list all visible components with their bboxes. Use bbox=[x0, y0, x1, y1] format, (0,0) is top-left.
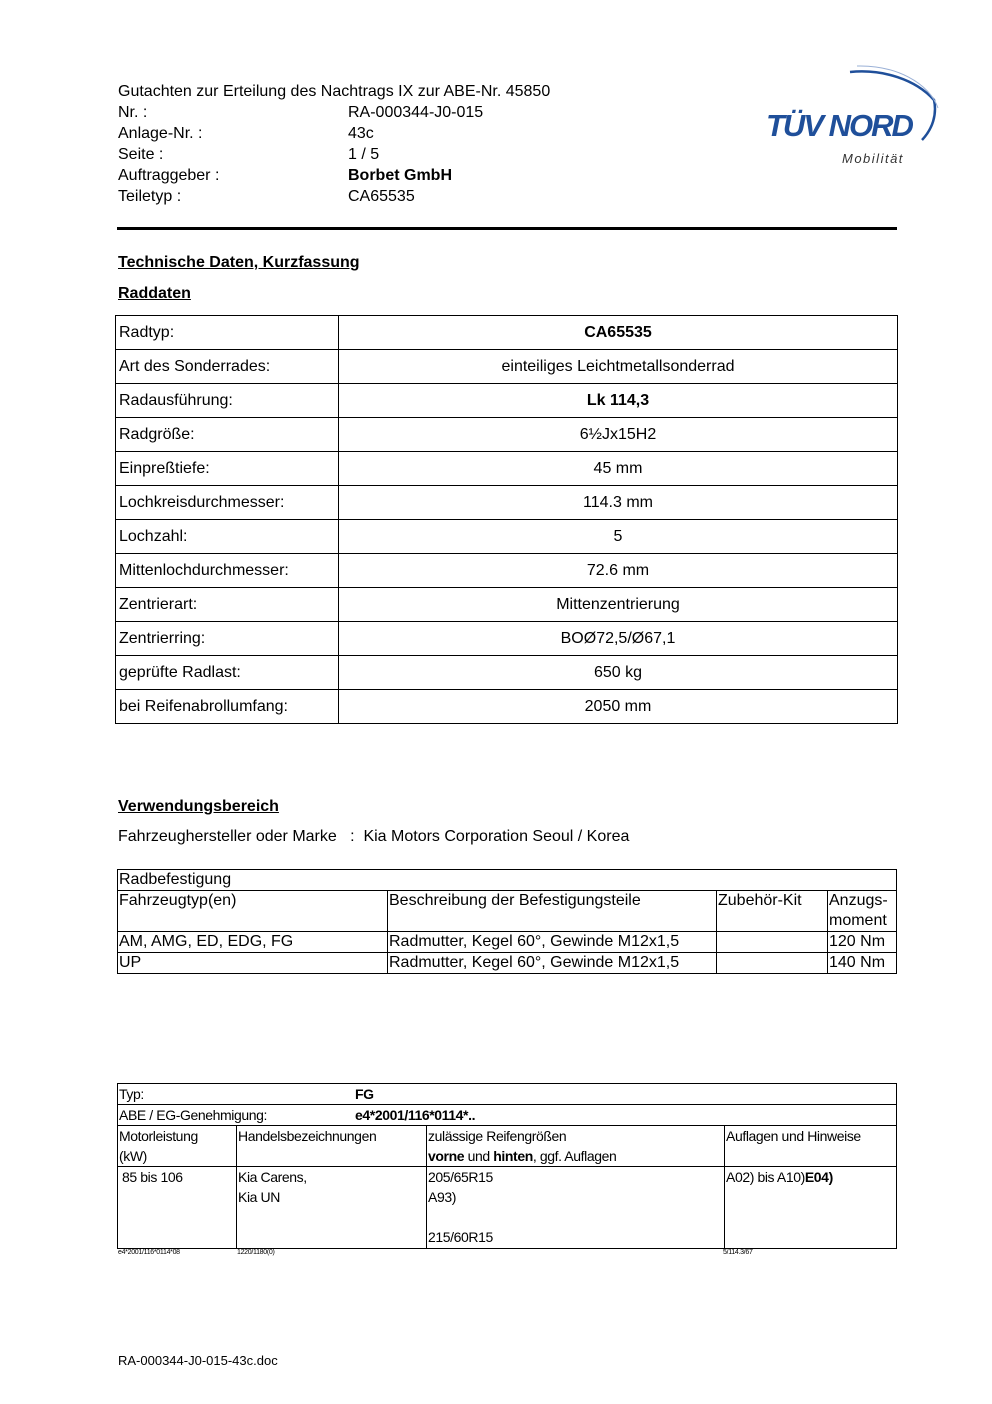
raddaten-key: geprüfte Radlast: bbox=[116, 656, 339, 690]
footnote-achslast: 1220/1180(0) bbox=[237, 1249, 275, 1256]
raddaten-value: 6½Jx15H2 bbox=[339, 418, 898, 452]
cell-beschreibung: Radmutter, Kegel 60°, Gewinde M12x1,5 bbox=[388, 953, 717, 974]
raddaten-value: 114.3 mm bbox=[339, 486, 898, 520]
auftraggeber-value: Borbet GmbH bbox=[348, 167, 452, 184]
nr-label: Nr. : bbox=[118, 104, 148, 121]
raddaten-key: Radausführung: bbox=[116, 384, 339, 418]
table-row bbox=[116, 622, 898, 656]
cell-anzugsmoment: 120 Nm bbox=[828, 932, 897, 953]
cell-motorleistung: 85 bis 106 bbox=[118, 1167, 237, 1249]
abe-row bbox=[118, 1105, 897, 1126]
reifen-header-und: und bbox=[464, 1148, 494, 1164]
raddaten-key: Zentrierring: bbox=[116, 622, 339, 656]
seite-label: Seite : bbox=[118, 146, 164, 163]
table-row bbox=[116, 486, 898, 520]
table-row bbox=[118, 1084, 897, 1105]
tuev-nord-logo bbox=[762, 60, 942, 172]
cell-fahrzeugtyp: AM, AMG, ED, EDG, FG bbox=[118, 932, 388, 953]
section-technische-daten: Technische Daten, Kurzfassung bbox=[118, 254, 360, 271]
typ-value: FG bbox=[355, 1086, 374, 1102]
table-row bbox=[116, 656, 898, 690]
nr-value: RA-000344-J0-015 bbox=[348, 104, 484, 121]
auftraggeber-label: Auftraggeber : bbox=[118, 167, 220, 184]
radbefestigung-title: Radbefestigung bbox=[118, 870, 897, 891]
reifen-header-hinten: hinten bbox=[493, 1148, 533, 1164]
fahrzeughersteller-label: Fahrzeughersteller oder Marke bbox=[118, 828, 337, 845]
raddaten-key: Zentrierart: bbox=[116, 588, 339, 622]
fahrzeughersteller-line bbox=[118, 827, 629, 847]
raddaten-key: Lochzahl: bbox=[116, 520, 339, 554]
raddaten-table bbox=[115, 315, 898, 724]
auflagen-plain: A02) bis A10) bbox=[726, 1169, 805, 1185]
abe-value: e4*2001/116*0114*.. bbox=[355, 1107, 476, 1123]
document-filename: RA-000344-J0-015-43c.doc bbox=[118, 1353, 278, 1368]
report-title: Gutachten zur Erteilung des Nachtrags IX zur ABE-Nr. 45850 bbox=[118, 83, 551, 100]
typ-table bbox=[117, 1083, 897, 1249]
col-header-zubehoer: Zubehör-Kit bbox=[717, 891, 828, 932]
typ-row bbox=[118, 1084, 897, 1105]
table-row bbox=[116, 316, 898, 350]
header-divider bbox=[117, 227, 897, 230]
auflagen-bold: E04) bbox=[804, 1169, 833, 1185]
raddaten-key: Radgröße: bbox=[116, 418, 339, 452]
raddaten-value: 650 kg bbox=[339, 656, 898, 690]
col-header-anzugsmoment: Anzugs- moment bbox=[828, 891, 897, 932]
abe-label: ABE / EG-Genehmigung: bbox=[119, 1107, 268, 1123]
col-header-handelsbezeichnungen: Handelsbezeichnungen bbox=[237, 1126, 427, 1167]
raddaten-value: Mittenzentrierung bbox=[339, 588, 898, 622]
logo-brand: TÜV NORD bbox=[766, 108, 912, 143]
table-row bbox=[116, 588, 898, 622]
col-header-auflagen: Auflagen und Hinweise bbox=[725, 1126, 897, 1167]
table-row bbox=[118, 953, 897, 974]
table-row bbox=[116, 452, 898, 486]
raddaten-value: einteiliges Leichtmetallsonderrad bbox=[339, 350, 898, 384]
raddaten-value: CA65535 bbox=[339, 316, 898, 350]
raddaten-value: BOØ72,5/Ø67,1 bbox=[339, 622, 898, 656]
anlage-value: 43c bbox=[348, 125, 374, 142]
reifen-header-vorne: vorne bbox=[428, 1148, 465, 1164]
col-header-beschreibung: Beschreibung der Befestigungsteile bbox=[388, 891, 717, 932]
cell-zubehoer bbox=[717, 953, 828, 974]
cell-zubehoer bbox=[717, 932, 828, 953]
reifen-header-rest: , ggf. Auflagen bbox=[532, 1148, 617, 1164]
fahrzeughersteller-value: Kia Motors Corporation Seoul / Korea bbox=[363, 828, 630, 845]
cell-auflagen bbox=[725, 1167, 897, 1249]
table-row bbox=[118, 1105, 897, 1126]
col-header-fahrzeugtyp: Fahrzeugtyp(en) bbox=[118, 891, 388, 932]
table-row bbox=[116, 554, 898, 588]
table-row bbox=[118, 932, 897, 953]
typ-label: Typ: bbox=[119, 1086, 144, 1102]
anlage-label: Anlage-Nr. : bbox=[118, 125, 203, 142]
table-row bbox=[116, 384, 898, 418]
cell-beschreibung: Radmutter, Kegel 60°, Gewinde M12x1,5 bbox=[388, 932, 717, 953]
raddaten-value: 2050 mm bbox=[339, 690, 898, 724]
teiletyp-label: Teiletyp : bbox=[118, 188, 182, 205]
col-header-reifengroessen bbox=[427, 1126, 725, 1167]
section-raddaten: Raddaten bbox=[118, 285, 191, 302]
cell-handelsbezeichnungen: Kia Carens, Kia UN bbox=[237, 1167, 427, 1249]
teiletyp-value: CA65535 bbox=[348, 188, 415, 205]
raddaten-key: Mittenlochdurchmesser: bbox=[116, 554, 339, 588]
col-header-motorleistung: Motorleistung (kW) bbox=[118, 1126, 237, 1167]
radbefestigung-table bbox=[117, 869, 897, 974]
raddaten-key: Radtyp: bbox=[116, 316, 339, 350]
table-row bbox=[116, 690, 898, 724]
cell-fahrzeugtyp: UP bbox=[118, 953, 388, 974]
raddaten-key: bei Reifenabrollumfang: bbox=[116, 690, 339, 724]
footnote-lochkreis: 5/114.3/67 bbox=[723, 1249, 753, 1256]
table-row bbox=[116, 418, 898, 452]
footnote-genehmigung: e4*2001/116*0114*08 bbox=[118, 1249, 180, 1256]
table-row bbox=[118, 1167, 897, 1249]
table-row bbox=[118, 870, 897, 891]
reifen-header-line1: zulässige Reifengrößen bbox=[428, 1128, 567, 1144]
table-row bbox=[116, 350, 898, 384]
table-row bbox=[118, 891, 897, 932]
logo-subtitle: Mobilität bbox=[842, 151, 904, 166]
seite-value: 1 / 5 bbox=[348, 146, 380, 163]
cell-reifengroessen: 205/65R15 A93) 215/60R15 bbox=[427, 1167, 725, 1249]
table-row bbox=[118, 1126, 897, 1167]
table-row bbox=[116, 520, 898, 554]
raddaten-key: Lochkreisdurchmesser: bbox=[116, 486, 339, 520]
raddaten-value: 5 bbox=[339, 520, 898, 554]
raddaten-key: Einpreßtiefe: bbox=[116, 452, 339, 486]
cell-anzugsmoment: 140 Nm bbox=[828, 953, 897, 974]
raddaten-value: 72.6 mm bbox=[339, 554, 898, 588]
raddaten-key: Art des Sonderrades: bbox=[116, 350, 339, 384]
raddaten-value: Lk 114,3 bbox=[339, 384, 898, 418]
section-verwendungsbereich: Verwendungsbereich bbox=[118, 798, 279, 815]
fahrzeughersteller-sep: : bbox=[350, 828, 355, 845]
raddaten-value: 45 mm bbox=[339, 452, 898, 486]
